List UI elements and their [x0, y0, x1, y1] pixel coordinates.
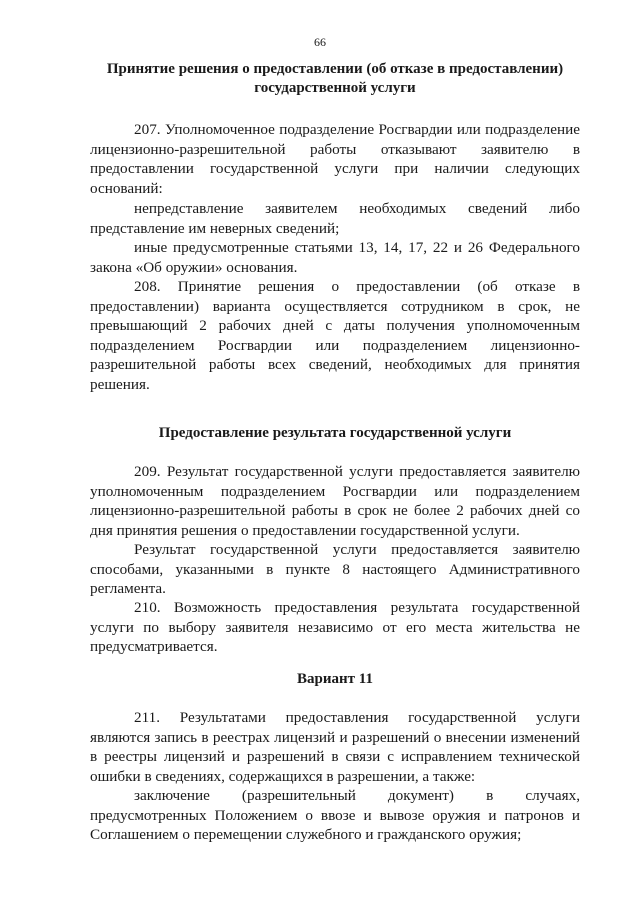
paragraph-conclusion: заключение (разрешительный документ) в случаях, предусмотренных Положением о ввозе и вывозе оружия и патронов и Соглашением о перемещении служебного и гражданского оружия; [90, 787, 580, 844]
paragraph-208: 208. Принятие решения о предоставлении (об отказе в предоставлении) варианта осуществляется сотрудником в срок, не превышающий 2 рабочих дней с даты получения уполномоченным подразделением Росгвардии или подразделением лицензионно-разрешительной работы всех сведений, необходимых для принятия решения. [90, 278, 580, 393]
paragraph-result-methods: Результат государственной услуги предоставляется заявителю способами, указанными в пункте 8 настоящего Административного регламента. [90, 541, 580, 598]
paragraph-grounds-2: иные предусмотренные статьями 13, 14, 17, 22 и 26 Федерального закона «Об оружии» основания. [90, 239, 580, 276]
section-heading-variant-11: Вариант 11 [297, 671, 373, 687]
section-heading-decision: Принятие решения о предоставлении (об отказе в предоставлении) государственной услуги [106, 61, 564, 96]
paragraph-grounds-1: непредставление заявителем необходимых сведений либо представление им неверных сведений; [90, 200, 580, 237]
section-heading-result: Предоставление результата государственной услуги [158, 425, 512, 441]
page-number: 66 [314, 35, 326, 49]
paragraph-211: 211. Результатами предоставления государственной услуги являются запись в реестрах лицензий и разрешений о внесении изменений в реестры лицензий и разрешений в связи с исправлением технической ошибки в сведениях, содержащихся в разрешении, а также: [90, 709, 580, 785]
paragraph-207: 207. Уполномоченное подразделение Росгвардии или подразделение лицензионно-разрешительной работы отказывают заявителю в предоставлении государственной услуги при наличии следующих оснований: [90, 121, 580, 197]
paragraph-210: 210. Возможность предоставления результата государственной услуги по выбору заявителя независимо от его места жительства не предусматривается. [90, 599, 580, 656]
paragraph-209: 209. Результат государственной услуги предоставляется заявителю уполномоченным подразделением Росгвардии или подразделением лицензионно-разрешительной работы в срок не более 2 рабочих дней со дня принятия решения о предоставлении государственной услуги. [90, 463, 580, 539]
